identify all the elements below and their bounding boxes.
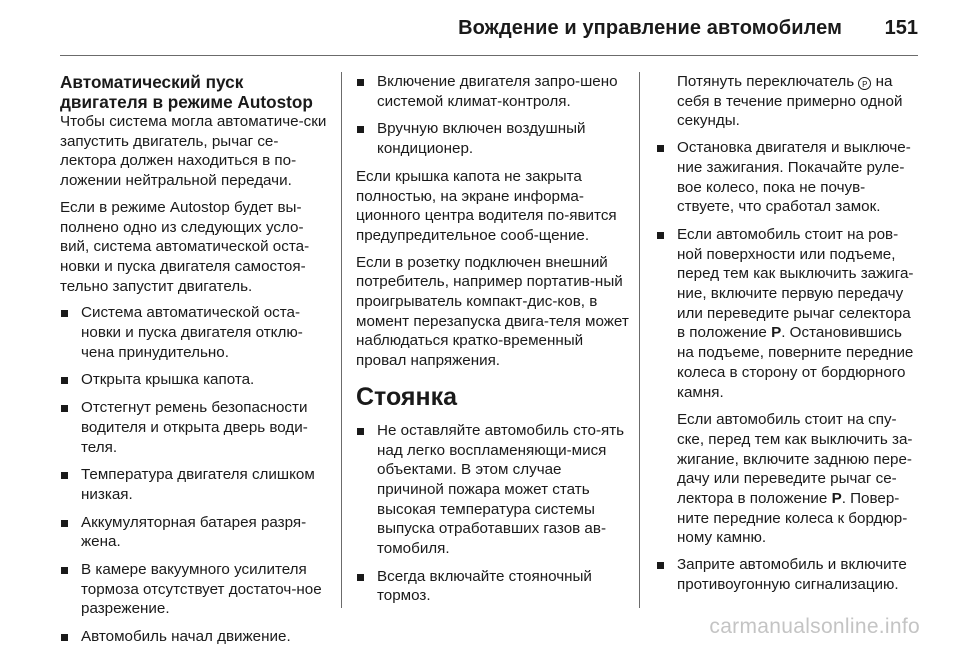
list-item: Автомобиль начал движение.	[60, 627, 328, 647]
bullet-icon	[61, 520, 68, 527]
parking-brake-icon: P	[858, 77, 871, 90]
bullet-icon	[357, 79, 364, 86]
parking-list-continued	[656, 138, 922, 402]
list-item: Температура двигателя слишком низкая.	[60, 465, 328, 504]
header-title: Вождение и управление автомобилем	[458, 17, 842, 39]
bullet-icon	[357, 126, 364, 133]
conditions-list-continued	[356, 72, 632, 159]
paragraph: Чтобы система могла автоматиче-ски запустить двигатель, рычаг се-лектора должен находиться в по-ложении нейтральной передачи.	[60, 113, 327, 190]
bullet-icon	[61, 567, 68, 574]
column-divider-2	[639, 72, 640, 608]
page-number: 151	[884, 17, 918, 39]
section-heading-autostop: Автоматический пуск двигателя в режиме Autostop	[60, 72, 313, 112]
bullet-icon	[657, 145, 664, 152]
section-heading-parking: Стоянка	[356, 382, 458, 411]
list-item: Аккумуляторная батарея разря-жена.	[60, 513, 328, 552]
list-item: Остановка двигателя и выключе-ние зажигания. Покачайте руле-вое колесо, пока не почув-ствуете, что сработал замок.	[656, 138, 922, 217]
bullet-icon	[61, 377, 68, 384]
bullet-icon	[357, 428, 364, 435]
bullet-icon	[657, 232, 664, 239]
list-item: Заприте автомобиль и включите противоугонную сигнализацию.	[656, 555, 922, 594]
list-item: В камере вакуумного усилителя тормоза отсутствует достаточ-ное разрежение.	[60, 560, 328, 619]
column-3	[656, 72, 922, 603]
header-rule	[60, 55, 918, 56]
paragraph: Если автомобиль стоит на спу-ске, перед тем как выключить за-жигание, включите заднюю пере-дачу или переведите рычаг се-лектора в положение P. Повер-ните передние колеса к бордюр-ному камню.	[677, 411, 913, 547]
list-item: Всегда включайте стояночный тормоз.	[356, 567, 632, 606]
list-item: Отстегнут ремень безопасности водителя и открыта дверь води-теля.	[60, 398, 328, 457]
paragraph: Если крышка капота не закрыта полностью, на экране информа-ционного центра водителя по-явится предупредительное сооб-щение.	[356, 167, 617, 244]
bullet-icon	[61, 310, 68, 317]
bullet-icon	[357, 574, 364, 581]
column-1	[60, 72, 328, 655]
list-item: Не оставляйте автомобиль сто-ять над легко воспламеняющи-мися объектами. В этом случае причиной пожара может стать высокая температура системы выпуска отработавших газов ав-томобиля.	[356, 421, 632, 559]
parking-list-final	[656, 555, 922, 594]
list-item: Включение двигателя запро-шено системой климат-контроля.	[356, 72, 632, 111]
paragraph: Если в режиме Autostop будет вы-полнено одно из следующих усло-вий, система автоматической оста-новки и пуска двигателя самостоя-тельно запустит двигатель.	[60, 198, 310, 295]
paragraph: Потянуть переключатель P на себя в течение примерно одной секунды.	[677, 73, 903, 130]
bullet-icon	[61, 472, 68, 479]
list-item: Вручную включен воздушный кондиционер.	[356, 119, 632, 158]
bullet-icon	[61, 405, 68, 412]
list-item: Если автомобиль стоит на ров-ной поверхности или подъеме, перед тем как выключить зажига-ние, включите первую передачу или переведите рычаг селектора в положение P. Остановившись на подъеме, поверните передние колеса в сторону от бордюрного камня.	[656, 225, 922, 402]
conditions-list	[60, 303, 328, 647]
list-item: Система автоматической оста-новки и пуска двигателя отклю-чена принудительно.	[60, 303, 328, 362]
watermark: carmanualsonline.info	[709, 615, 920, 638]
bullet-icon	[61, 634, 68, 641]
list-item: Открыта крышка капота.	[60, 370, 328, 390]
parking-list	[356, 421, 632, 606]
page-header	[0, 0, 960, 50]
column-2	[356, 72, 632, 614]
bullet-icon	[657, 562, 664, 569]
column-divider-1	[341, 72, 342, 608]
paragraph: Если в розетку подключен внешний потребитель, например портатив-ный проигрыватель компакт-дис-ков, в момент перезапуска двига-теля может наблюдаться кратко-временный провал напряжения.	[356, 253, 629, 370]
